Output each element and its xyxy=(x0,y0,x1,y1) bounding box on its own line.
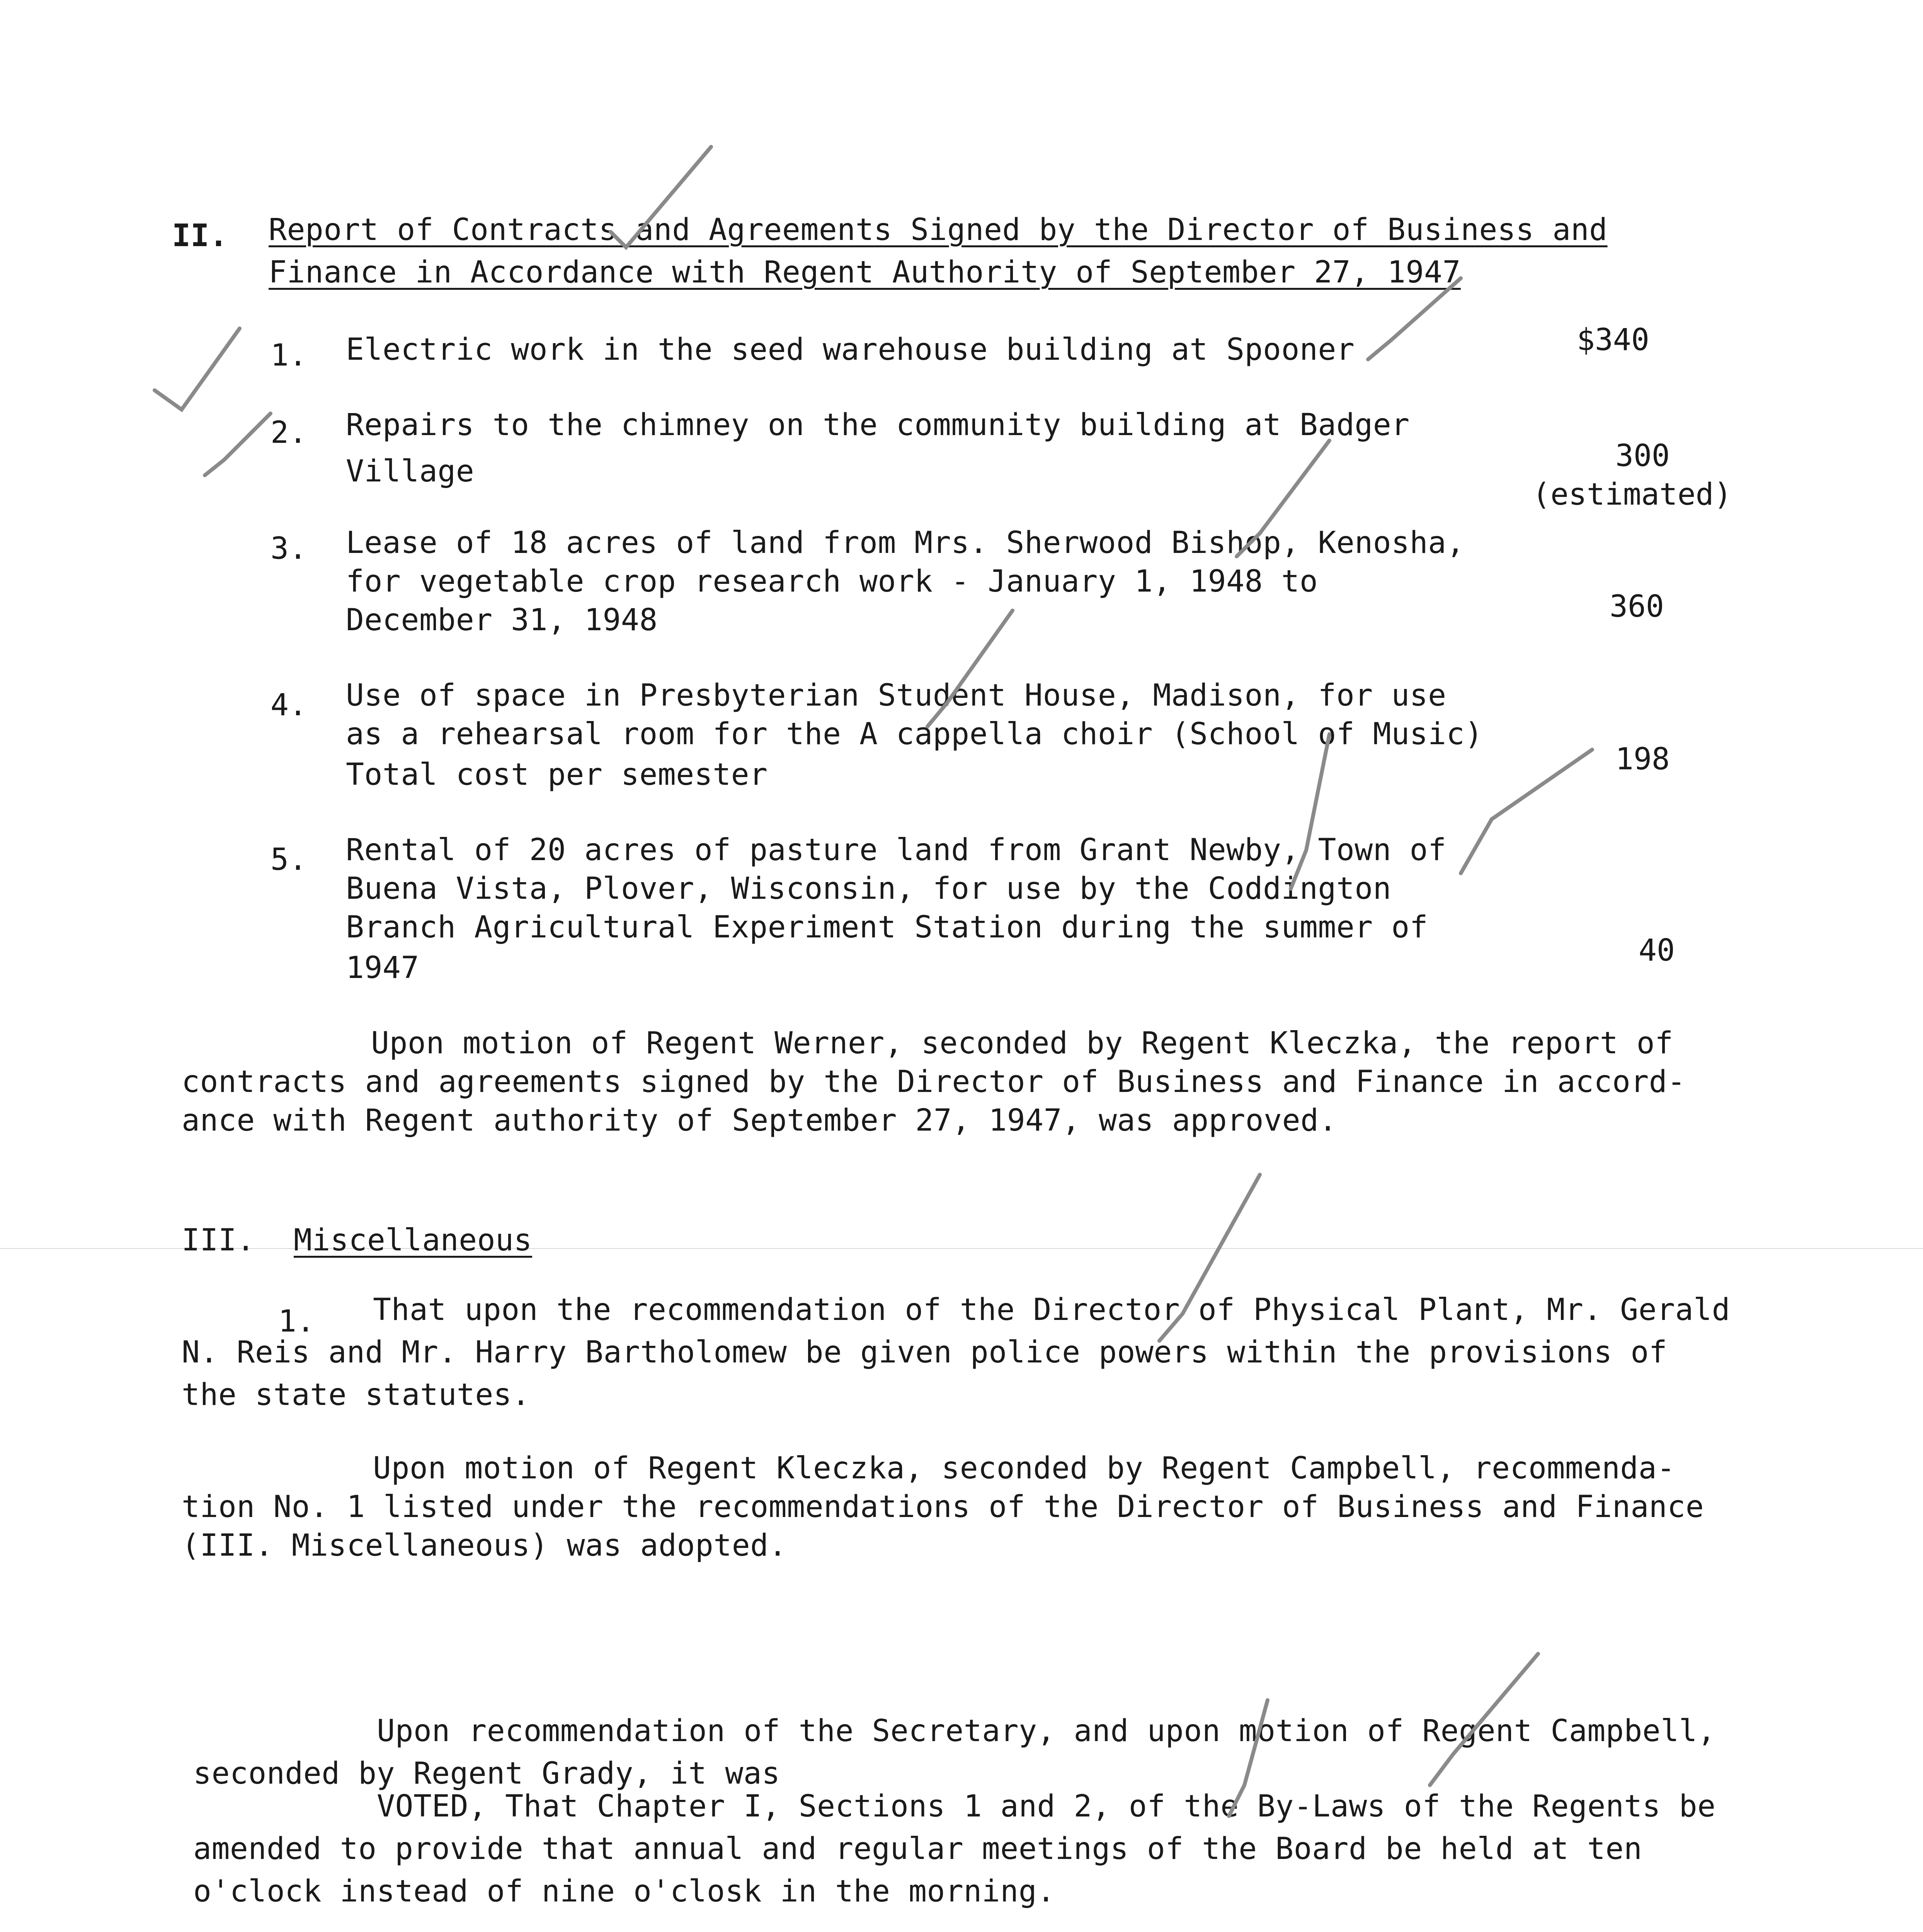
section-iii-item-line-2: N. Reis and Mr. Harry Bartholomew be given police powers within the provisions of xyxy=(182,1335,1668,1370)
section-ii-motion-line-2: contracts and agreements signed by the Director of Business and Finance in accord- xyxy=(182,1065,1686,1099)
item-5-line-2: Buena Vista, Plover, Wisconsin, for use by the Coddington xyxy=(346,871,1392,906)
item-3-line-3: December 31, 1948 xyxy=(346,603,658,638)
section-iii-motion-line-2: tion No. 1 listed under the recommendations of the Director of Business and Finance xyxy=(182,1490,1704,1524)
item-1-number: 1. xyxy=(271,338,307,373)
item-1-amount: $340 xyxy=(1577,323,1649,357)
item-2-line-2: Village xyxy=(346,454,475,489)
item-3-line-2: for vegetable crop research work - January 1, 1948 to xyxy=(346,564,1318,599)
item-2-amount-note: (estimated) xyxy=(1532,477,1732,512)
item-1-line-1: Electric work in the seed warehouse building at Spooner xyxy=(346,332,1355,367)
item-3-number: 3. xyxy=(271,531,307,566)
section-iii-item-number: 1. xyxy=(278,1304,315,1339)
section-ii-title-line1: Report of Contracts and Agreements Signed by the Director of Business and xyxy=(269,213,1608,247)
scan-rule-top xyxy=(0,1248,1923,1249)
check-mark-icon xyxy=(155,328,240,410)
item-4-line-3: Total cost per semester xyxy=(346,757,768,792)
item-4-line-1: Use of space in Presbyterian Student House, Madison, for use xyxy=(346,678,1447,713)
item-4-amount: 198 xyxy=(1615,742,1670,777)
item-2-line-1: Repairs to the chimney on the community building at Badger xyxy=(346,408,1410,442)
bylaws-line-2: seconded by Regent Grady, it was xyxy=(193,1756,780,1791)
check-mark-icon xyxy=(205,413,271,475)
section-ii-title-line2: Finance in Accordance with Regent Authority of September 27, 1947 xyxy=(269,255,1461,290)
item-3-line-1: Lease of 18 acres of land from Mrs. Sherwood Bishop, Kenosha, xyxy=(346,526,1465,560)
bylaws-line-1: Upon recommendation of the Secretary, and upon motion of Regent Campbell, xyxy=(377,1714,1716,1748)
bylaws-line-5: o'clock instead of nine o'closk in the morning. xyxy=(193,1874,1055,1909)
section-ii-motion-line-3: ance with Regent authority of September 27, 1947, was approved. xyxy=(182,1103,1337,1138)
item-4-number: 4. xyxy=(271,688,307,723)
item-5-line-4: 1947 xyxy=(346,951,419,985)
item-5-line-3: Branch Agricultural Experiment Station during the summer of xyxy=(346,910,1428,945)
bylaws-line-3: VOTED, That Chapter I, Sections 1 and 2, of the By-Laws of the Regents be xyxy=(377,1789,1716,1824)
section-iii-number: III. xyxy=(182,1223,255,1258)
item-5-amount: 40 xyxy=(1639,933,1675,968)
check-mark-icon xyxy=(1461,750,1592,873)
bylaws-line-4: amended to provide that annual and regular meetings of the Board be held at ten xyxy=(193,1832,1642,1866)
item-2-amount: 300 xyxy=(1615,439,1670,473)
item-4-line-2: as a rehearsal room for the A cappella choir (School of Music) xyxy=(346,717,1483,752)
section-iii-item-line-3: the state statutes. xyxy=(182,1378,530,1412)
item-2-number: 2. xyxy=(271,415,307,450)
section-ii-motion-line-1: Upon motion of Regent Werner, seconded by Regent Kleczka, the report of xyxy=(371,1026,1673,1061)
item-3-amount: 360 xyxy=(1610,589,1664,624)
section-iii-item-line-1: That upon the recommendation of the Director of Physical Plant, Mr. Gerald xyxy=(373,1293,1731,1327)
section-iii-motion-line-3: (III. Miscellaneous) was adopted. xyxy=(182,1528,787,1563)
section-ii-number: II. xyxy=(172,218,228,253)
section-iii-motion-line-1: Upon motion of Regent Kleczka, seconded by Regent Campbell, recommenda- xyxy=(373,1451,1675,1486)
section-iii-title: Miscellaneous xyxy=(294,1223,532,1258)
item-5-number: 5. xyxy=(271,842,307,877)
item-5-line-1: Rental of 20 acres of pasture land from Grant Newby, Town of xyxy=(346,833,1447,867)
